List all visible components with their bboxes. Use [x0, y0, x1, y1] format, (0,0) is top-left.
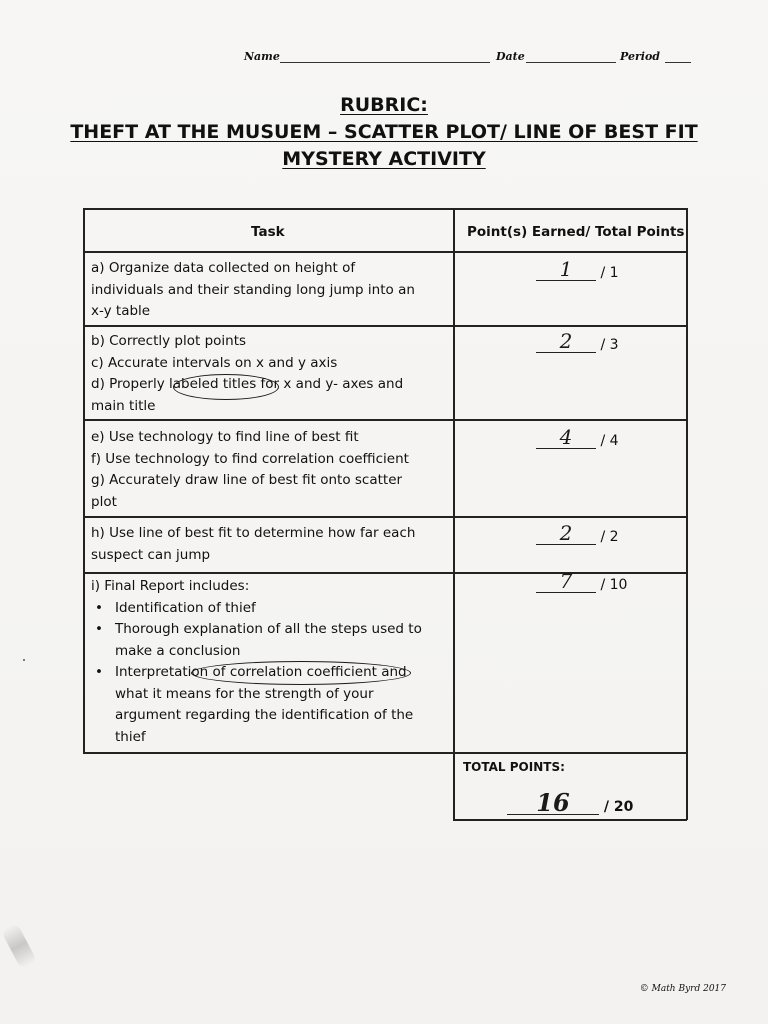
scan-speck [23, 659, 25, 661]
bullet-icon: • [95, 664, 103, 680]
total-possible: / 1 [600, 265, 619, 281]
row-divider-1 [83, 325, 687, 327]
bullet-text: what it means for the strength of your [115, 685, 374, 702]
task-column-header: Task [251, 224, 285, 240]
total-possible: / 20 [603, 799, 634, 815]
row-divider-5 [83, 752, 687, 754]
task-row-3 [91, 427, 445, 513]
scan-smudge [1, 922, 38, 969]
earned-score: 1 [559, 257, 573, 281]
task-row-1 [91, 258, 445, 323]
task-text: c) Accurate intervals on x and y axis [91, 354, 338, 371]
bullet-icon: • [95, 599, 103, 616]
total-box-bottom [453, 819, 687, 821]
total-possible: / 3 [600, 337, 619, 353]
task-text: main title [91, 397, 156, 414]
total-possible: / 4 [600, 433, 619, 449]
row-divider-2 [83, 419, 687, 421]
name-label: Name [244, 50, 280, 63]
bullet-text: Thorough explanation of all the steps used to [115, 621, 422, 637]
earned-score: 2 [559, 521, 573, 545]
task-row-2 [91, 331, 445, 417]
header-row-divider [83, 251, 687, 253]
task-text: g) Accurately draw line of best fit onto scatter [91, 472, 403, 488]
bullet-icon: • [95, 621, 103, 637]
earned-blank[interactable] [536, 329, 596, 353]
points-row-5 [536, 569, 628, 593]
earned-score: 2 [559, 329, 573, 353]
row-divider-3 [83, 516, 687, 518]
table-column-divider [453, 208, 455, 820]
task-text: plot [91, 493, 117, 510]
task-text: x-y table [91, 303, 151, 319]
bullet-text: make a conclusion [115, 642, 241, 659]
points-row-2 [536, 329, 619, 353]
earned-blank[interactable] [536, 521, 596, 545]
bullet-text: argument regarding the identification of the [115, 707, 414, 723]
date-blank-line[interactable] [526, 62, 616, 63]
points-row-1 [536, 257, 619, 281]
earned-score: 4 [559, 425, 573, 449]
bullet-text: thief [115, 728, 146, 745]
total-points-label: TOTAL POINTS: [463, 760, 565, 774]
task-text: h) Use line of best fit to determine how far each [91, 525, 416, 541]
total-possible: / 10 [600, 577, 628, 593]
points-row-3 [536, 425, 619, 449]
task-text: b) Correctly plot points [91, 333, 247, 349]
table-border-top [83, 208, 687, 210]
handwritten-circle-mark [191, 661, 411, 685]
task-text: d) Properly labeled titles for x and y- axes and [91, 376, 404, 392]
earned-blank[interactable] [536, 257, 596, 281]
handwritten-circle-mark [173, 374, 279, 400]
list-item [91, 619, 445, 662]
total-earned-blank[interactable] [507, 788, 599, 817]
period-blank-line[interactable] [665, 62, 691, 63]
title-line-2: THEFT AT THE MUSUEM – SCATTER PLOT/ LINE OF BEST FIT [70, 121, 698, 143]
task-text: f) Use technology to find correlation coefficient [91, 450, 409, 467]
table-border-right [686, 208, 688, 820]
rubric-table [83, 208, 687, 820]
name-blank-line[interactable] [280, 62, 490, 63]
points-row-4 [536, 521, 619, 545]
bullet-text: Interpretation of correlation coefficient and [115, 664, 407, 680]
earned-blank[interactable] [536, 569, 596, 593]
total-points-value [507, 788, 634, 817]
task-text: suspect can jump [91, 546, 211, 563]
points-column-header: Point(s) Earned/ Total Points [467, 224, 685, 240]
page-title [0, 92, 768, 173]
total-possible: / 2 [600, 529, 619, 545]
earned-blank[interactable] [536, 425, 596, 449]
title-line-1: RUBRIC: [340, 94, 428, 116]
report-heading: i) Final Report includes: [91, 578, 250, 594]
total-earned-score: 16 [536, 788, 570, 817]
bullet-text: Identification of thief [115, 599, 256, 616]
student-info-row [244, 50, 694, 70]
table-border-left [83, 208, 85, 753]
period-label: Period [620, 50, 660, 63]
task-text: e) Use technology to find line of best fit [91, 429, 359, 445]
task-row-4 [91, 523, 445, 566]
list-item [91, 598, 445, 620]
copyright-notice: © Math Byrd 2017 [639, 984, 726, 994]
date-label: Date [496, 50, 525, 63]
title-line-3: MYSTERY ACTIVITY [282, 148, 486, 170]
task-text: individuals and their standing long jump into an [91, 281, 415, 298]
earned-score: 7 [559, 569, 573, 593]
task-text: a) Organize data collected on height of [91, 260, 356, 276]
